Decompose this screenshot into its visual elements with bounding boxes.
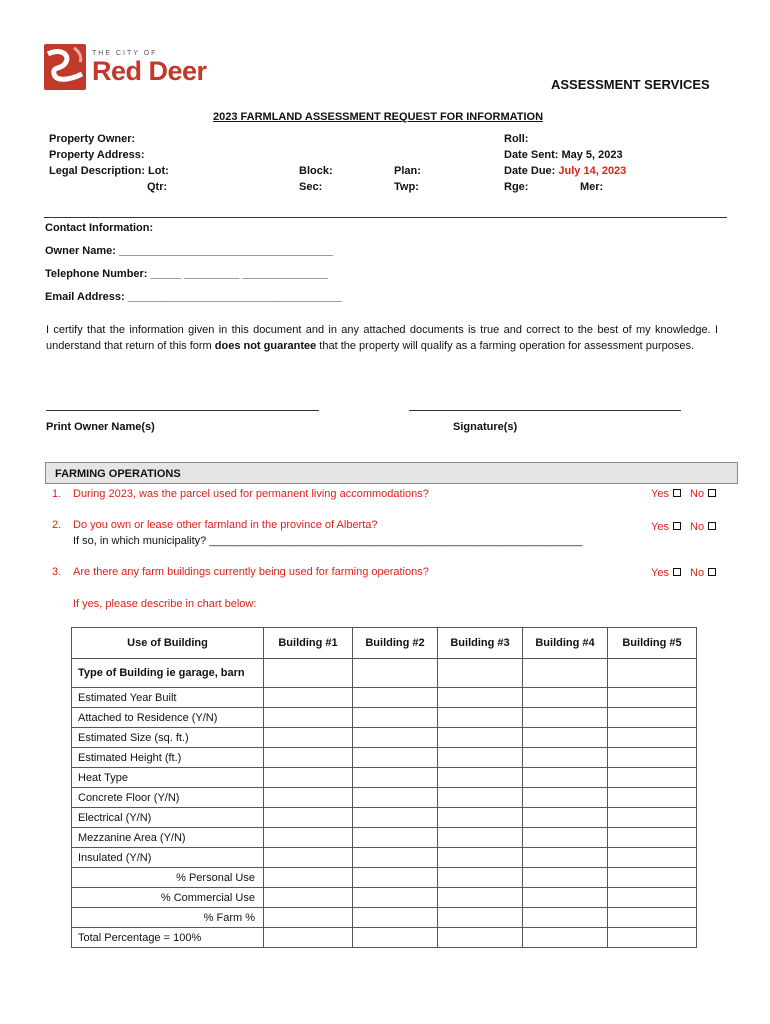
table-row bbox=[72, 788, 697, 808]
table-row bbox=[72, 828, 697, 848]
rge-label: Rge: bbox=[504, 181, 529, 193]
header-building-4: Building #4 bbox=[523, 628, 608, 659]
table-row bbox=[72, 908, 697, 928]
question-text: Are there any farm buildings currently being used for farming operations? bbox=[73, 566, 429, 578]
print-name-label: Print Owner Name(s) bbox=[46, 421, 155, 433]
no-label: No bbox=[690, 521, 705, 533]
date-due bbox=[504, 165, 626, 177]
q2-municipality-field[interactable]: If so, in which municipality? _____________________________________________________________ bbox=[73, 535, 583, 547]
logo-name: Red Deer bbox=[92, 56, 207, 86]
table-row bbox=[72, 888, 697, 908]
row-label: Attached to Residence (Y/N) bbox=[72, 708, 264, 728]
date-sent-label: Date Sent: May 5, 2023 bbox=[504, 149, 623, 161]
table-cell[interactable] bbox=[438, 659, 523, 688]
table-cell[interactable] bbox=[608, 888, 697, 908]
date-due-value: July 14, 2023 bbox=[558, 165, 627, 177]
table-cell[interactable] bbox=[608, 828, 697, 848]
row-label: Estimated Height (ft.) bbox=[72, 748, 264, 768]
twp-label: Twp: bbox=[394, 181, 419, 193]
table-cell[interactable] bbox=[608, 848, 697, 868]
city-logo bbox=[44, 44, 219, 92]
table-cell[interactable] bbox=[523, 928, 608, 948]
header-use-of-building: Use of Building bbox=[72, 628, 264, 659]
table-cell[interactable] bbox=[438, 768, 523, 788]
question-number: 2. bbox=[52, 519, 62, 531]
header-building-2: Building #2 bbox=[353, 628, 438, 659]
divider bbox=[44, 217, 727, 218]
qtr-label: Qtr: bbox=[147, 181, 168, 193]
row-label: % Farm % bbox=[72, 908, 264, 928]
question-number: 1. bbox=[52, 488, 62, 500]
certify-bold: does not guarantee bbox=[214, 340, 317, 352]
plan-label: Plan: bbox=[394, 165, 421, 177]
sec-label: Sec: bbox=[299, 181, 323, 193]
table-cell[interactable] bbox=[523, 728, 608, 748]
table-row bbox=[72, 708, 697, 728]
roll-label: Roll: bbox=[504, 133, 529, 145]
table-cell[interactable] bbox=[523, 788, 608, 808]
property-address-label: Property Address: bbox=[49, 149, 145, 161]
table-cell[interactable] bbox=[438, 868, 523, 888]
farming-heading: FARMING OPERATIONS bbox=[55, 468, 181, 480]
certify-part2: that the property will qualify as a farming operation for assessment purposes. bbox=[316, 340, 695, 352]
table-cell[interactable] bbox=[523, 888, 608, 908]
print-name-line[interactable] bbox=[46, 410, 319, 411]
header-building-3: Building #3 bbox=[438, 628, 523, 659]
table-cell[interactable] bbox=[608, 688, 697, 708]
table-row bbox=[72, 659, 697, 688]
table-cell[interactable] bbox=[353, 848, 438, 868]
question-text: Do you own or lease other farmland in the province of Alberta? bbox=[73, 519, 378, 531]
table-row bbox=[72, 928, 697, 948]
table-cell[interactable] bbox=[438, 708, 523, 728]
email-field[interactable]: Email Address: ___________________________________ bbox=[45, 291, 342, 303]
table-cell[interactable] bbox=[264, 848, 353, 868]
q3-yes-checkbox[interactable] bbox=[673, 568, 681, 576]
mer-label: Mer: bbox=[580, 181, 604, 193]
q2-yes-no bbox=[651, 521, 716, 533]
table-cell[interactable] bbox=[438, 728, 523, 748]
q1-yes-checkbox[interactable] bbox=[673, 489, 681, 497]
row-label: Estimated Year Built bbox=[72, 688, 264, 708]
table-cell[interactable] bbox=[353, 928, 438, 948]
table-cell[interactable] bbox=[264, 688, 353, 708]
no-label: No bbox=[690, 567, 705, 579]
header-building-1: Building #1 bbox=[264, 628, 353, 659]
question-text: During 2023, was the parcel used for permanent living accommodations? bbox=[73, 488, 429, 500]
table-cell[interactable] bbox=[264, 908, 353, 928]
no-label: No bbox=[690, 488, 705, 500]
table-cell[interactable] bbox=[264, 728, 353, 748]
table-cell[interactable] bbox=[608, 659, 697, 688]
logo-top-text: THE CITY OF bbox=[92, 50, 158, 57]
date-due-label: Date Due: bbox=[504, 165, 556, 177]
legal-description-label: Legal Description: Lot: bbox=[49, 165, 169, 177]
table-cell[interactable] bbox=[438, 928, 523, 948]
table-cell[interactable] bbox=[264, 708, 353, 728]
row-label: Electrical (Y/N) bbox=[72, 808, 264, 828]
table-cell[interactable] bbox=[438, 908, 523, 928]
row-label: % Personal Use bbox=[72, 868, 264, 888]
form-title: 2023 FARMLAND ASSESSMENT REQUEST FOR INFORMATION bbox=[213, 111, 544, 123]
table-cell[interactable] bbox=[264, 748, 353, 768]
table-cell[interactable] bbox=[438, 748, 523, 768]
table-cell[interactable] bbox=[353, 868, 438, 888]
table-row bbox=[72, 728, 697, 748]
question-2 bbox=[52, 519, 378, 531]
table-cell[interactable] bbox=[523, 688, 608, 708]
telephone-field[interactable]: Telephone Number: _____ _________ ______________ bbox=[45, 268, 328, 280]
signature-label: Signature(s) bbox=[453, 421, 518, 433]
yes-label: Yes bbox=[651, 521, 669, 533]
table-header-row bbox=[72, 628, 697, 659]
contact-heading: Contact Information: bbox=[45, 222, 154, 234]
table-cell[interactable] bbox=[353, 828, 438, 848]
table-row bbox=[72, 868, 697, 888]
table-cell[interactable] bbox=[264, 888, 353, 908]
table-cell[interactable] bbox=[608, 928, 697, 948]
table-cell[interactable] bbox=[523, 868, 608, 888]
table-cell[interactable] bbox=[264, 828, 353, 848]
table-cell[interactable] bbox=[353, 728, 438, 748]
table-cell[interactable] bbox=[523, 708, 608, 728]
building-table bbox=[71, 627, 697, 948]
table-cell[interactable] bbox=[523, 768, 608, 788]
describe-instruction: If yes, please describe in chart below: bbox=[73, 598, 257, 610]
certify-part1: I certify that the information given in this document and in any attached documents is true and correct to the best of my knowledge. I understand that return of this form bbox=[46, 324, 718, 352]
table-cell[interactable] bbox=[353, 808, 438, 828]
table-cell[interactable] bbox=[353, 748, 438, 768]
farming-section-header bbox=[45, 462, 738, 484]
table-cell[interactable] bbox=[353, 788, 438, 808]
row-label: Insulated (Y/N) bbox=[72, 848, 264, 868]
question-3 bbox=[52, 566, 429, 578]
table-cell[interactable] bbox=[608, 868, 697, 888]
yes-label: Yes bbox=[651, 488, 669, 500]
q3-yes-no bbox=[651, 567, 716, 579]
table-cell[interactable] bbox=[608, 908, 697, 928]
q1-no-checkbox[interactable] bbox=[708, 489, 716, 497]
table-cell[interactable] bbox=[353, 768, 438, 788]
table-cell[interactable] bbox=[438, 828, 523, 848]
property-owner-label: Property Owner: bbox=[49, 133, 136, 145]
row-label: Type of Building ie garage, barn bbox=[72, 659, 264, 688]
table-row bbox=[72, 848, 697, 868]
table-cell[interactable] bbox=[438, 848, 523, 868]
table-cell[interactable] bbox=[438, 888, 523, 908]
row-label: Total Percentage = 100% bbox=[72, 928, 264, 948]
table-row bbox=[72, 748, 697, 768]
header-building-5: Building #5 bbox=[608, 628, 697, 659]
q2-no-checkbox[interactable] bbox=[708, 522, 716, 530]
table-cell[interactable] bbox=[608, 788, 697, 808]
table-cell[interactable] bbox=[608, 708, 697, 728]
table-cell[interactable] bbox=[523, 828, 608, 848]
table-cell[interactable] bbox=[438, 788, 523, 808]
table-cell[interactable] bbox=[523, 848, 608, 868]
table-cell[interactable] bbox=[608, 728, 697, 748]
table-cell[interactable] bbox=[264, 788, 353, 808]
q3-no-checkbox[interactable] bbox=[708, 568, 716, 576]
table-cell[interactable] bbox=[264, 808, 353, 828]
block-label: Block: bbox=[299, 165, 333, 177]
table-cell[interactable] bbox=[353, 708, 438, 728]
table-cell[interactable] bbox=[608, 748, 697, 768]
row-label: Heat Type bbox=[72, 768, 264, 788]
table-cell[interactable] bbox=[264, 928, 353, 948]
table-cell[interactable] bbox=[353, 888, 438, 908]
table-row bbox=[72, 768, 697, 788]
signature-line[interactable] bbox=[409, 410, 681, 411]
row-label: Mezzanine Area (Y/N) bbox=[72, 828, 264, 848]
table-cell[interactable] bbox=[608, 768, 697, 788]
table-cell[interactable] bbox=[438, 688, 523, 708]
q2-yes-checkbox[interactable] bbox=[673, 522, 681, 530]
table-cell[interactable] bbox=[353, 908, 438, 928]
table-cell[interactable] bbox=[353, 688, 438, 708]
table-cell[interactable] bbox=[523, 659, 608, 688]
yes-label: Yes bbox=[651, 567, 669, 579]
table-cell[interactable] bbox=[438, 808, 523, 828]
table-cell[interactable] bbox=[523, 908, 608, 928]
table-cell[interactable] bbox=[608, 808, 697, 828]
table-row bbox=[72, 808, 697, 828]
red-deer-logo-icon bbox=[44, 44, 86, 90]
question-1 bbox=[52, 488, 429, 500]
q1-yes-no bbox=[651, 488, 716, 500]
question-number: 3. bbox=[52, 566, 62, 578]
owner-name-field[interactable]: Owner Name: ___________________________________ bbox=[45, 245, 334, 257]
table-cell[interactable] bbox=[264, 659, 353, 688]
row-label: Concrete Floor (Y/N) bbox=[72, 788, 264, 808]
table-cell[interactable] bbox=[523, 748, 608, 768]
table-cell[interactable] bbox=[353, 659, 438, 688]
certification-text bbox=[46, 322, 718, 354]
table-cell[interactable] bbox=[523, 808, 608, 828]
table-row bbox=[72, 688, 697, 708]
row-label: % Commercial Use bbox=[72, 888, 264, 908]
table-cell[interactable] bbox=[264, 868, 353, 888]
row-label: Estimated Size (sq. ft.) bbox=[72, 728, 264, 748]
table-cell[interactable] bbox=[264, 768, 353, 788]
department-title: ASSESSMENT SERVICES bbox=[551, 77, 710, 92]
